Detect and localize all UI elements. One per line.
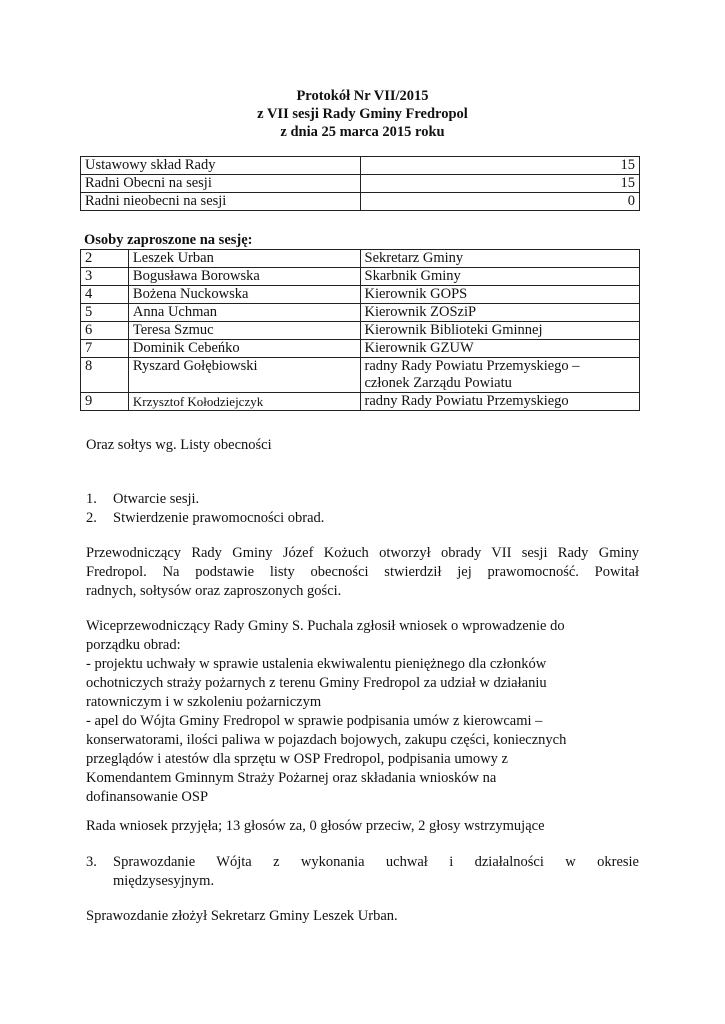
agenda-number: 1. [86,491,97,507]
list-item [86,853,639,891]
motion-paragraph [86,617,639,807]
table-row [81,193,640,211]
table-row [81,358,640,393]
attendance-value: 0 [360,193,639,211]
attendance-value: 15 [360,157,639,175]
list-item [86,509,639,528]
paragraph-line: Wiceprzewodniczący Rady Gminy S. Puchala zgłosił wniosek o wprowadzenie do [86,618,565,634]
vote-result: Rada wniosek przyjęła; 13 głosów za, 0 głosów przeciw, 2 głosy wstrzymujące [86,818,545,834]
attendance-table [80,156,640,211]
guest-name: Dominik Cebeńko [128,340,360,358]
table-row [81,250,640,268]
guest-name: Leszek Urban [128,250,360,268]
guest-number: 5 [81,304,129,322]
guests-table [80,249,640,411]
paragraph-line: przeglądów i atestów dla sprzętu w OSP Fredropol, podpisania umowy z [86,751,508,767]
paragraph-line: dofinansowanie OSP [86,789,209,805]
guest-role: Kierownik GZUW [360,340,640,358]
table-row [81,268,640,286]
session-subtitle: z VII sesji Rady Gminy Fredropol [257,106,468,122]
agenda-number: 2. [86,510,97,526]
guest-role-continuation: członek Zarządu Powiatu [364,375,512,391]
paragraph-line: konserwatorami, ilości paliwa w pojazdach bojowych, zakupu części, koniecznych [86,732,567,748]
opening-paragraph [86,544,639,601]
guest-number: 7 [81,340,129,358]
table-row [81,322,640,340]
paragraph-line: - apel do Wójta Gminy Fredropol w sprawie podpisania umów z kierowcami – [86,713,543,729]
paragraph-line: Fredropol. Na podstawie listy obecności stwierdził jej prawomocność. Powitał [86,564,639,580]
protocol-title: Protokół Nr VII/2015 [296,88,429,104]
guest-role: Kierownik GOPS [360,286,640,304]
guest-role: Sekretarz Gminy [360,250,640,268]
guest-name: Ryszard Gołębiowski [128,358,360,393]
agenda-list [86,490,639,528]
agenda-number: 3. [86,854,97,870]
attendance-label: Ustawowy skład Rady [81,157,361,175]
paragraph-line: porządku obrad: [86,637,181,653]
paragraph-line: ochotniczych straży pożarnych z terenu Gminy Fredropol za udział w działaniu [86,675,547,691]
guest-role-cell [360,358,640,393]
paragraph-line: Komendantem Gminnym Straży Pożarnej oraz składania wniosków na [86,770,497,786]
agenda-text: Otwarcie sesji. [113,491,200,507]
table-row [81,157,640,175]
session-date: z dnia 25 marca 2015 roku [280,124,445,140]
list-item [86,490,639,509]
guest-role: Skarbnik Gminy [360,268,640,286]
guest-name: Bożena Nuckowska [128,286,360,304]
guest-number: 4 [81,286,129,304]
paragraph-line: - projektu uchwały w sprawie ustalenia ekwiwalentu pieniężnego dla członków [86,656,547,672]
attendance-label: Radni Obecni na sesji [81,175,361,193]
attendance-label: Radni nieobecni na sesji [81,193,361,211]
soltys-note: Oraz sołtys wg. Listy obecności [86,437,272,453]
guest-number: 9 [81,393,129,411]
guest-name: Anna Uchman [128,304,360,322]
guests-heading: Osoby zaproszone na sesję: [84,232,253,248]
agenda-text: Sprawozdanie Wójta z wykonania uchwał i działalności w okresie [113,854,639,870]
guest-number: 8 [81,358,129,393]
guest-role: radny Rady Powiatu Przemyskiego [360,393,640,411]
guest-role: Kierownik ZOSziP [360,304,640,322]
table-row [81,175,640,193]
guest-name: Teresa Szmuc [128,322,360,340]
guest-role: radny Rady Powiatu Przemyskiego – [364,358,580,374]
table-row [81,286,640,304]
guest-name: Krzysztof Kołodziejczyk [128,393,360,411]
guest-name: Bogusława Borowska [128,268,360,286]
agenda-text: Stwierdzenie prawomocności obrad. [113,510,325,526]
agenda-list-continued [86,853,639,891]
attendance-value: 15 [360,175,639,193]
report-note: Sprawozdanie złożył Sekretarz Gminy Leszek Urban. [86,908,398,924]
guest-role: Kierownik Biblioteki Gminnej [360,322,640,340]
paragraph-line: ratowniczym i w szkoleniu pożarniczym [86,694,322,710]
guest-number: 3 [81,268,129,286]
agenda-text-continuation: międzysesyjnym. [113,873,215,889]
table-row [81,304,640,322]
guest-number: 6 [81,322,129,340]
guest-number: 2 [81,250,129,268]
table-row [81,340,640,358]
paragraph-line: radnych, sołtysów oraz zaproszonych gości. [86,583,342,599]
table-row [81,393,640,411]
paragraph-line: Przewodniczący Rady Gminy Józef Kożuch otworzył obrady VII sesji Rady Gminy [86,545,639,561]
